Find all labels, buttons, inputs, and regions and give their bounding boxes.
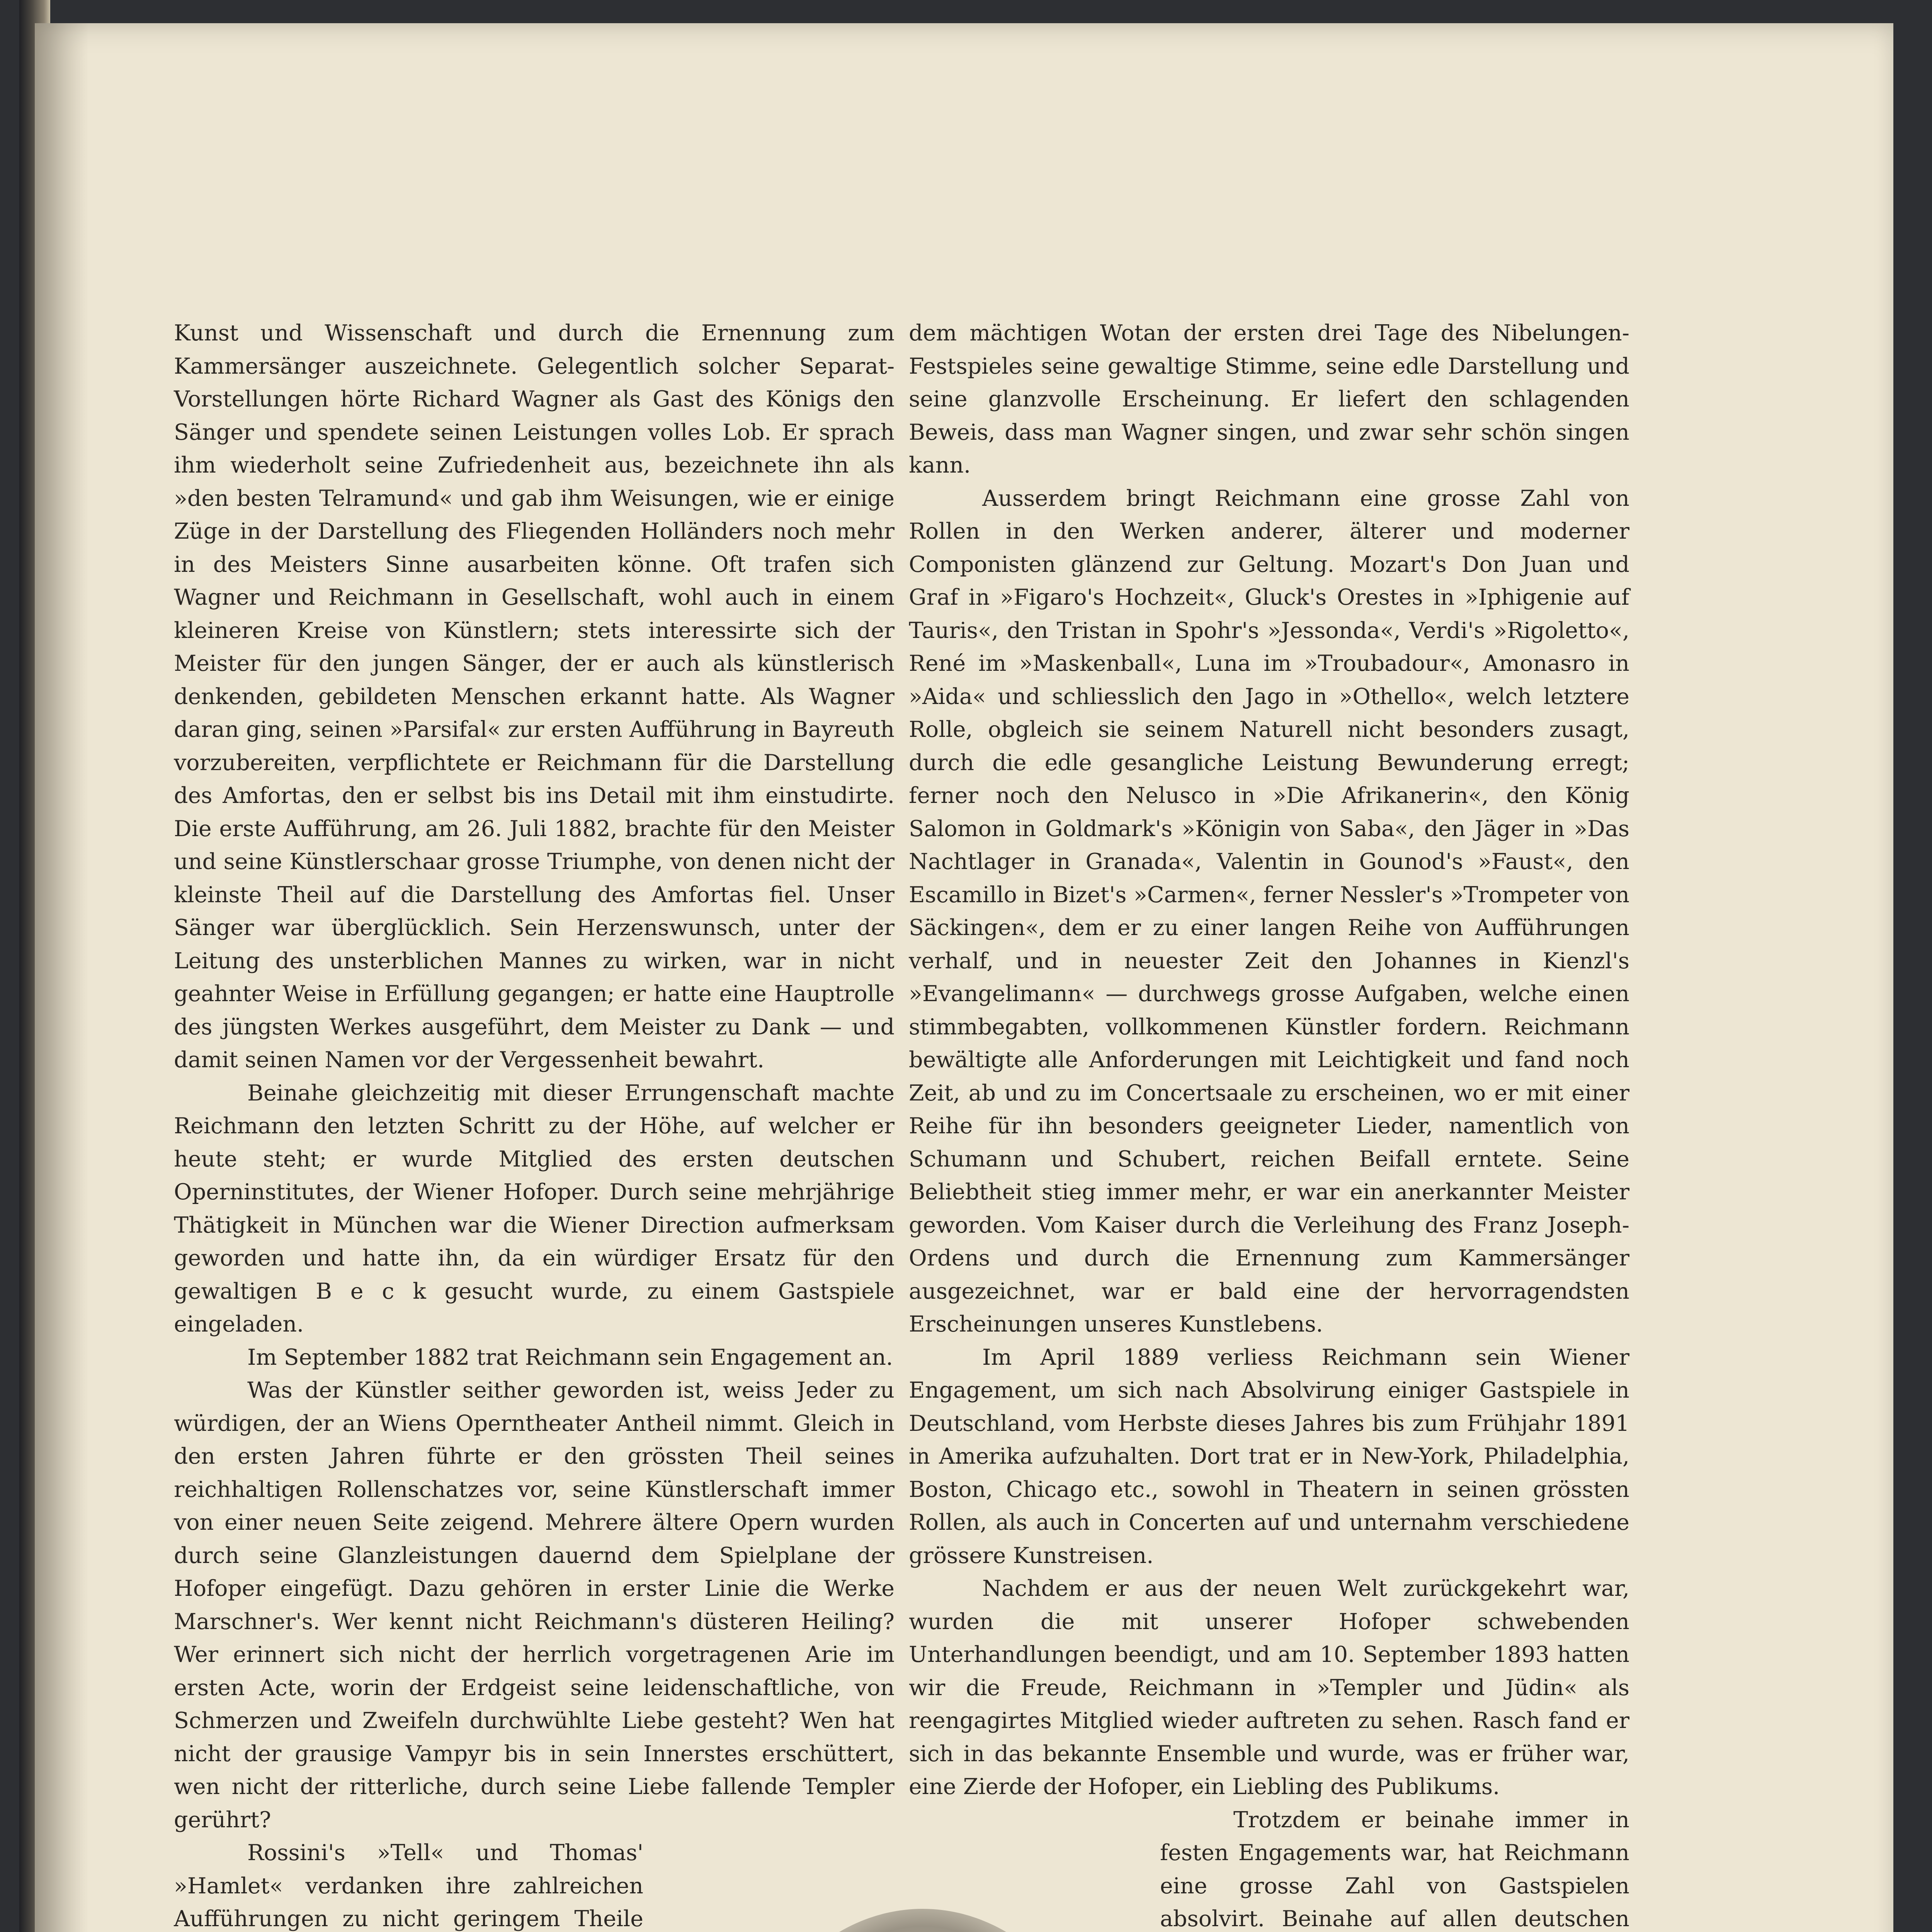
right-text-column [909,317,1629,1932]
paragraph: Rossini's »Tell« und Thomas' »Hamlet« verdanken ihre zahlreichen Aufführungen zu nicht geringem Theile [174,1840,643,1932]
paragraph: Ausserdem bringt Reichmann eine grosse Zahl von Rollen in den Werken anderer, älterer und moderner Componisten glänzend zur Geltung. Mozart's Don Juan und Graf in »Figaro's Hochzeit«, Gluck's Orestes in »Iphigenie auf Tauris«, den Tristan in Spohr's »Jessonda«, Verdi's »Rigoletto«, René im »Maskenball«, Luna im »Troubadour«, Amonasro in »Aida« und schliesslich den Jago in »Othello«, welch letztere Rolle, obgleich sie seinem Naturell nicht besonders zusagt, durch die edle gesangliche Leistung Bewunderung erregt; ferner noch den Nelusco in »Die Afrikanerin«, den König Salomon in Goldmark's »Königin von Saba«, den Jäger in »Das Nachtlager in Granada«, Valentin in Gounod's »Faust«, den Escamillo in Bizet's »Carmen«, ferner Nessler's »Trompeter von Säckingen«, dem er zu einer langen Reihe von Aufführungen verhalf, und in neuester Zeit den Johannes in Kienzl's »Evangelimann« — durchwegs grosse Aufgaben, welche einen stimmbegabten, vollkommenen Künstler fordern. Reichmann bewältigte alle Anforderungen mit Leichtigkeit und fand noch Zeit, ab und zu im Concertsaale zu erscheinen, wo er mit einer Reihe für ihn besonders geeigneter Lieder, namentlich von Schumann und Schubert, reichen Beifall erntete. Seine Beliebtheit stieg immer mehr, er war ein anerkannter Meister geworden. Vom Kaiser durch die Verleihung des Franz Joseph-Ordens und durch die Ernennung zum Kammersänger ausgezeichnet, war er bald eine der hervorragendsten Erscheinungen unseres Kunstlebens. [909,485,1629,1337]
paragraph: Kunst und Wissenschaft und durch die Ernennung zum Kammersänger auszeichnete. Gelegentlich solcher Separat-Vorstellungen hörte Richard Wagner als Gast des Königs den Sänger und spendete seinen Leistungen volles Lob. Er sprach ihm wiederholt seine Zufriedenheit aus, bezeichnete ihn als »den besten Telramund« und gab ihm Weisungen, wie er einige Züge in der Darstellung des Fliegenden Holländers noch mehr in des Meisters Sinne ausarbeiten könne. Oft trafen sich Wagner und Reichmann in Gesellschaft, wohl auch in einem kleineren Kreise von Künstlern; stets interessirte sich der Meister für den jungen Sänger, der er auch als künstlerisch denkenden, gebildeten Menschen erkannt hatte. Als Wagner daran ging, seinen »Parsifal« zur ersten Aufführung in Bayreuth vorzubereiten, verpflichtete er Reichmann für die Darstellung des Amfortas, den er selbst bis ins Detail mit ihm einstudirte. Die erste Aufführung, am 26. Juli 1882, brachte für den Meister und seine Künstlerschaar grosse Triumphe, von denen nicht der kleinste Theil auf die Darstellung des Amfortas fiel. Unser Sänger war überglücklich. Sein Herzenswunsch, unter der Leitung des unsterblichen Mannes zu wirken, war in nicht geahnter Weise in Erfüllung gegangen; er hatte eine Hauptrolle des jüngsten Werkes ausgeführt, dem Meister zu Dank — und damit seinen Namen vor der Vergessenheit bewahrt. [174,320,895,1073]
paragraph: Beinahe gleichzeitig mit dieser Errungenschaft machte Reichmann den letzten Schritt zu der Höhe, auf welcher er heute steht; er wurde Mitglied des ersten deutschen Operninstitutes, der Wiener Hofoper. Durch seine mehrjährige Thätigkeit in München war die Wiener Direction aufmerksam geworden und hatte ihn, da ein würdiger Ersatz für den gewaltigen B e c k gesucht wurde, zu einem Gastspiele eingeladen. [174,1080,895,1337]
paragraph: Nachdem er aus der neuen Welt zurückgekehrt war, wurden die mit unserer Hofoper schwebenden Unterhandlungen beendigt, und am 10. September 1893 hatten wir die Freude, Reichmann in »Templer und Jüdin« als reengagirtes Mitglied wieder auftreten zu sehen. Rasch fand er sich in das bekannte Ensemble und wurde, was er früher war, eine Zierde der Hofoper, ein Liebling des Publikums. [909,1576,1629,1799]
left-text-column [174,317,895,1932]
paragraph: Im April 1889 verliess Reichmann sein Wiener Engagement, um sich nach Absolvirung einiger Gastspiele in Deutschland, vom Herbste dieses Jahres bis zum Frühjahr 1891 in Amerika aufzuhalten. Dort trat er in New-York, Philadelphia, Boston, Chicago etc., sowohl in Theatern in seinen grössten Rollen, als auch in Concerten auf und unternahm verschiedene grössere Kunstreisen. [909,1344,1629,1568]
paragraph: Was der Künstler seither geworden ist, weiss Jeder zu würdigen, der an Wiens Operntheater Antheil nimmt. Gleich in den ersten Jahren führte er den grössten Theil seines reichhaltigen Rollenschatzes vor, seine Künstlerschaft immer von einer neuen Seite zeigend. Mehrere ältere Opern wurden durch seine Glanzleistungen dauernd dem Spielplane der Hofoper eingefügt. Dazu gehören in erster Linie die Werke Marschner's. Wer kennt nicht Reichmann's düsteren Heiling? Wer erinnert sich nicht der herrlich vorgetragenen Arie im ersten Acte, worin der Erdgeist seine leidenschaftliche, von Schmerzen und Zweifeln durchwühlte Liebe gesteht? Wen hat nicht der grausige Vampyr bis in sein Innerstes erschüttert, wen nicht der ritterliche, durch seine Liebe fallende Templer gerührt? [174,1378,895,1833]
trumpeter-vignette-icon [730,1874,1120,1932]
paragraph: dem mächtigen Wotan der ersten drei Tage des Nibelungen-Festspieles seine gewaltige Stimme, seine edle Darstellung und seine glanzvolle Erscheinung. Er liefert den schlagenden Beweis, dass man Wagner singen, und zwar sehr schön singen kann. [909,320,1629,478]
paragraph: Trotzdem er beinahe immer in festen Engagements war, hat Reichmann eine grosse Zahl von Gastspielen absolvirt. Beinahe auf allen deutschen [1160,1807,1629,1932]
paragraph: Im September 1882 trat Reichmann sein Engagement an. [247,1344,893,1370]
gutter-shadow [35,23,89,1932]
